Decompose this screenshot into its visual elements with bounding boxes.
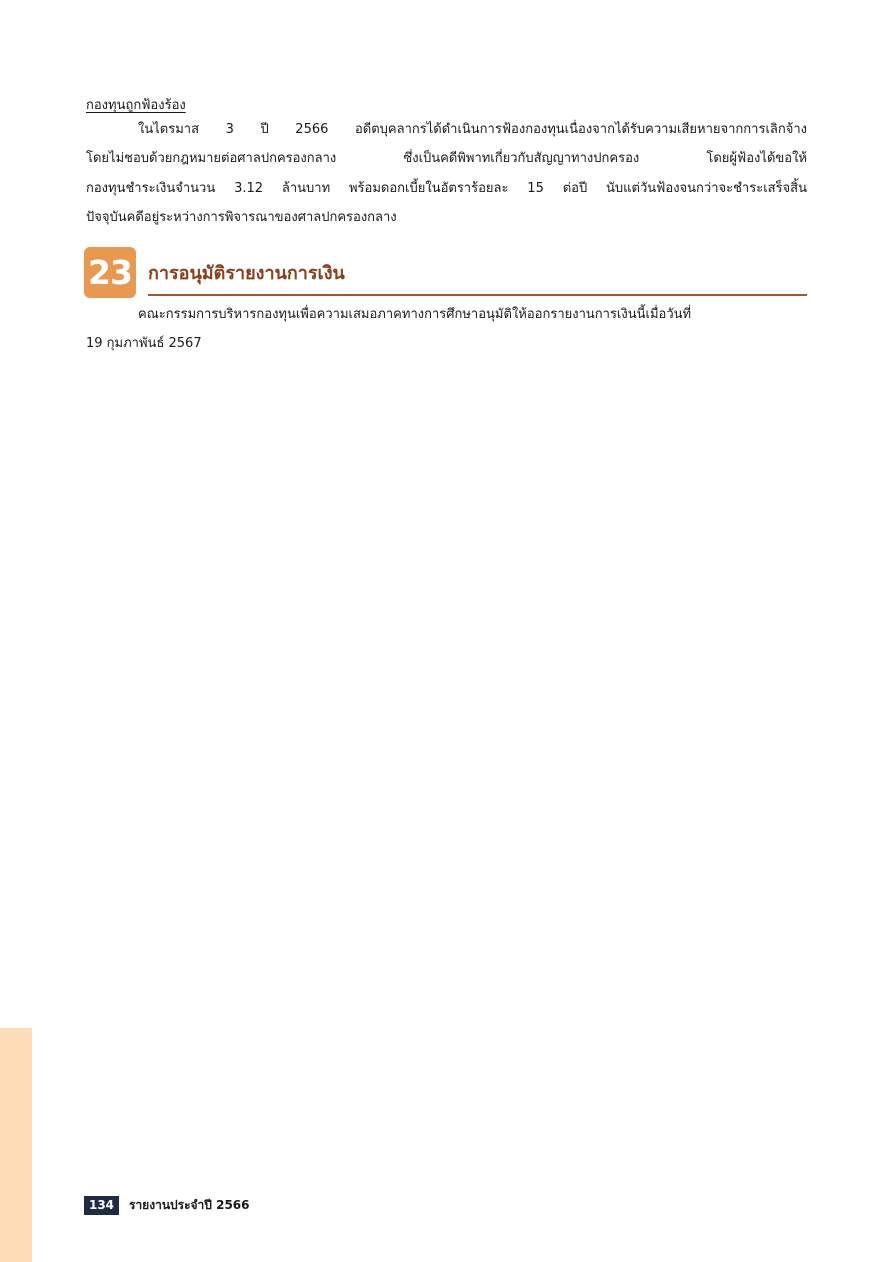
section-divider: [148, 294, 807, 296]
footer-report-title: รายงานประจำปี 2566: [129, 1198, 250, 1212]
paragraph-line: โดยไม่ชอบด้วยกฎหมายต่อศาลปกครองกลาง ซึ่งเป็นคดีพิพาทเกี่ยวกับสัญญาทางปกครอง โดยผู้ฟ้องได้ขอให้: [86, 151, 807, 167]
paragraph-line: 19 กุมภาพันธ์ 2567: [86, 336, 202, 352]
section-title: การอนุมัติรายงานการเงิน: [148, 263, 345, 284]
lawsuit-subheading: กองทุนถูกฟ้องร้อง: [86, 98, 186, 113]
side-color-stripe: [0, 1028, 32, 1262]
section-number-badge: 23: [84, 247, 136, 298]
lawsuit-paragraph: [86, 115, 807, 232]
paragraph-line: ในไตรมาส 3 ปี 2566 อดีตบุคลากรได้ดำเนินการฟ้องกองทุนเนื่องจากได้รับความเสียหายจากการเลิกจ้าง: [138, 122, 807, 137]
paragraph-line: ปัจจุบันคดีอยู่ระหว่างการพิจารณาของศาลปกครองกลาง: [86, 209, 397, 225]
paragraph-line: กองทุนชำระเงินจำนวน 3.12 ล้านบาท พร้อมดอกเบี้ยในอัตราร้อยละ 15 ต่อปี นับแต่วันฟ้องจนกว่าจะชำระเสร็จสิ้น: [86, 180, 807, 196]
paragraph-line: คณะกรรมการบริหารกองทุนเพื่อความเสมอภาคทางการศึกษาอนุมัติให้ออกรายงานการเงินนี้เมื่อวันที่: [138, 307, 692, 322]
page-number: 134: [84, 1196, 119, 1215]
approval-paragraph: [86, 300, 807, 359]
